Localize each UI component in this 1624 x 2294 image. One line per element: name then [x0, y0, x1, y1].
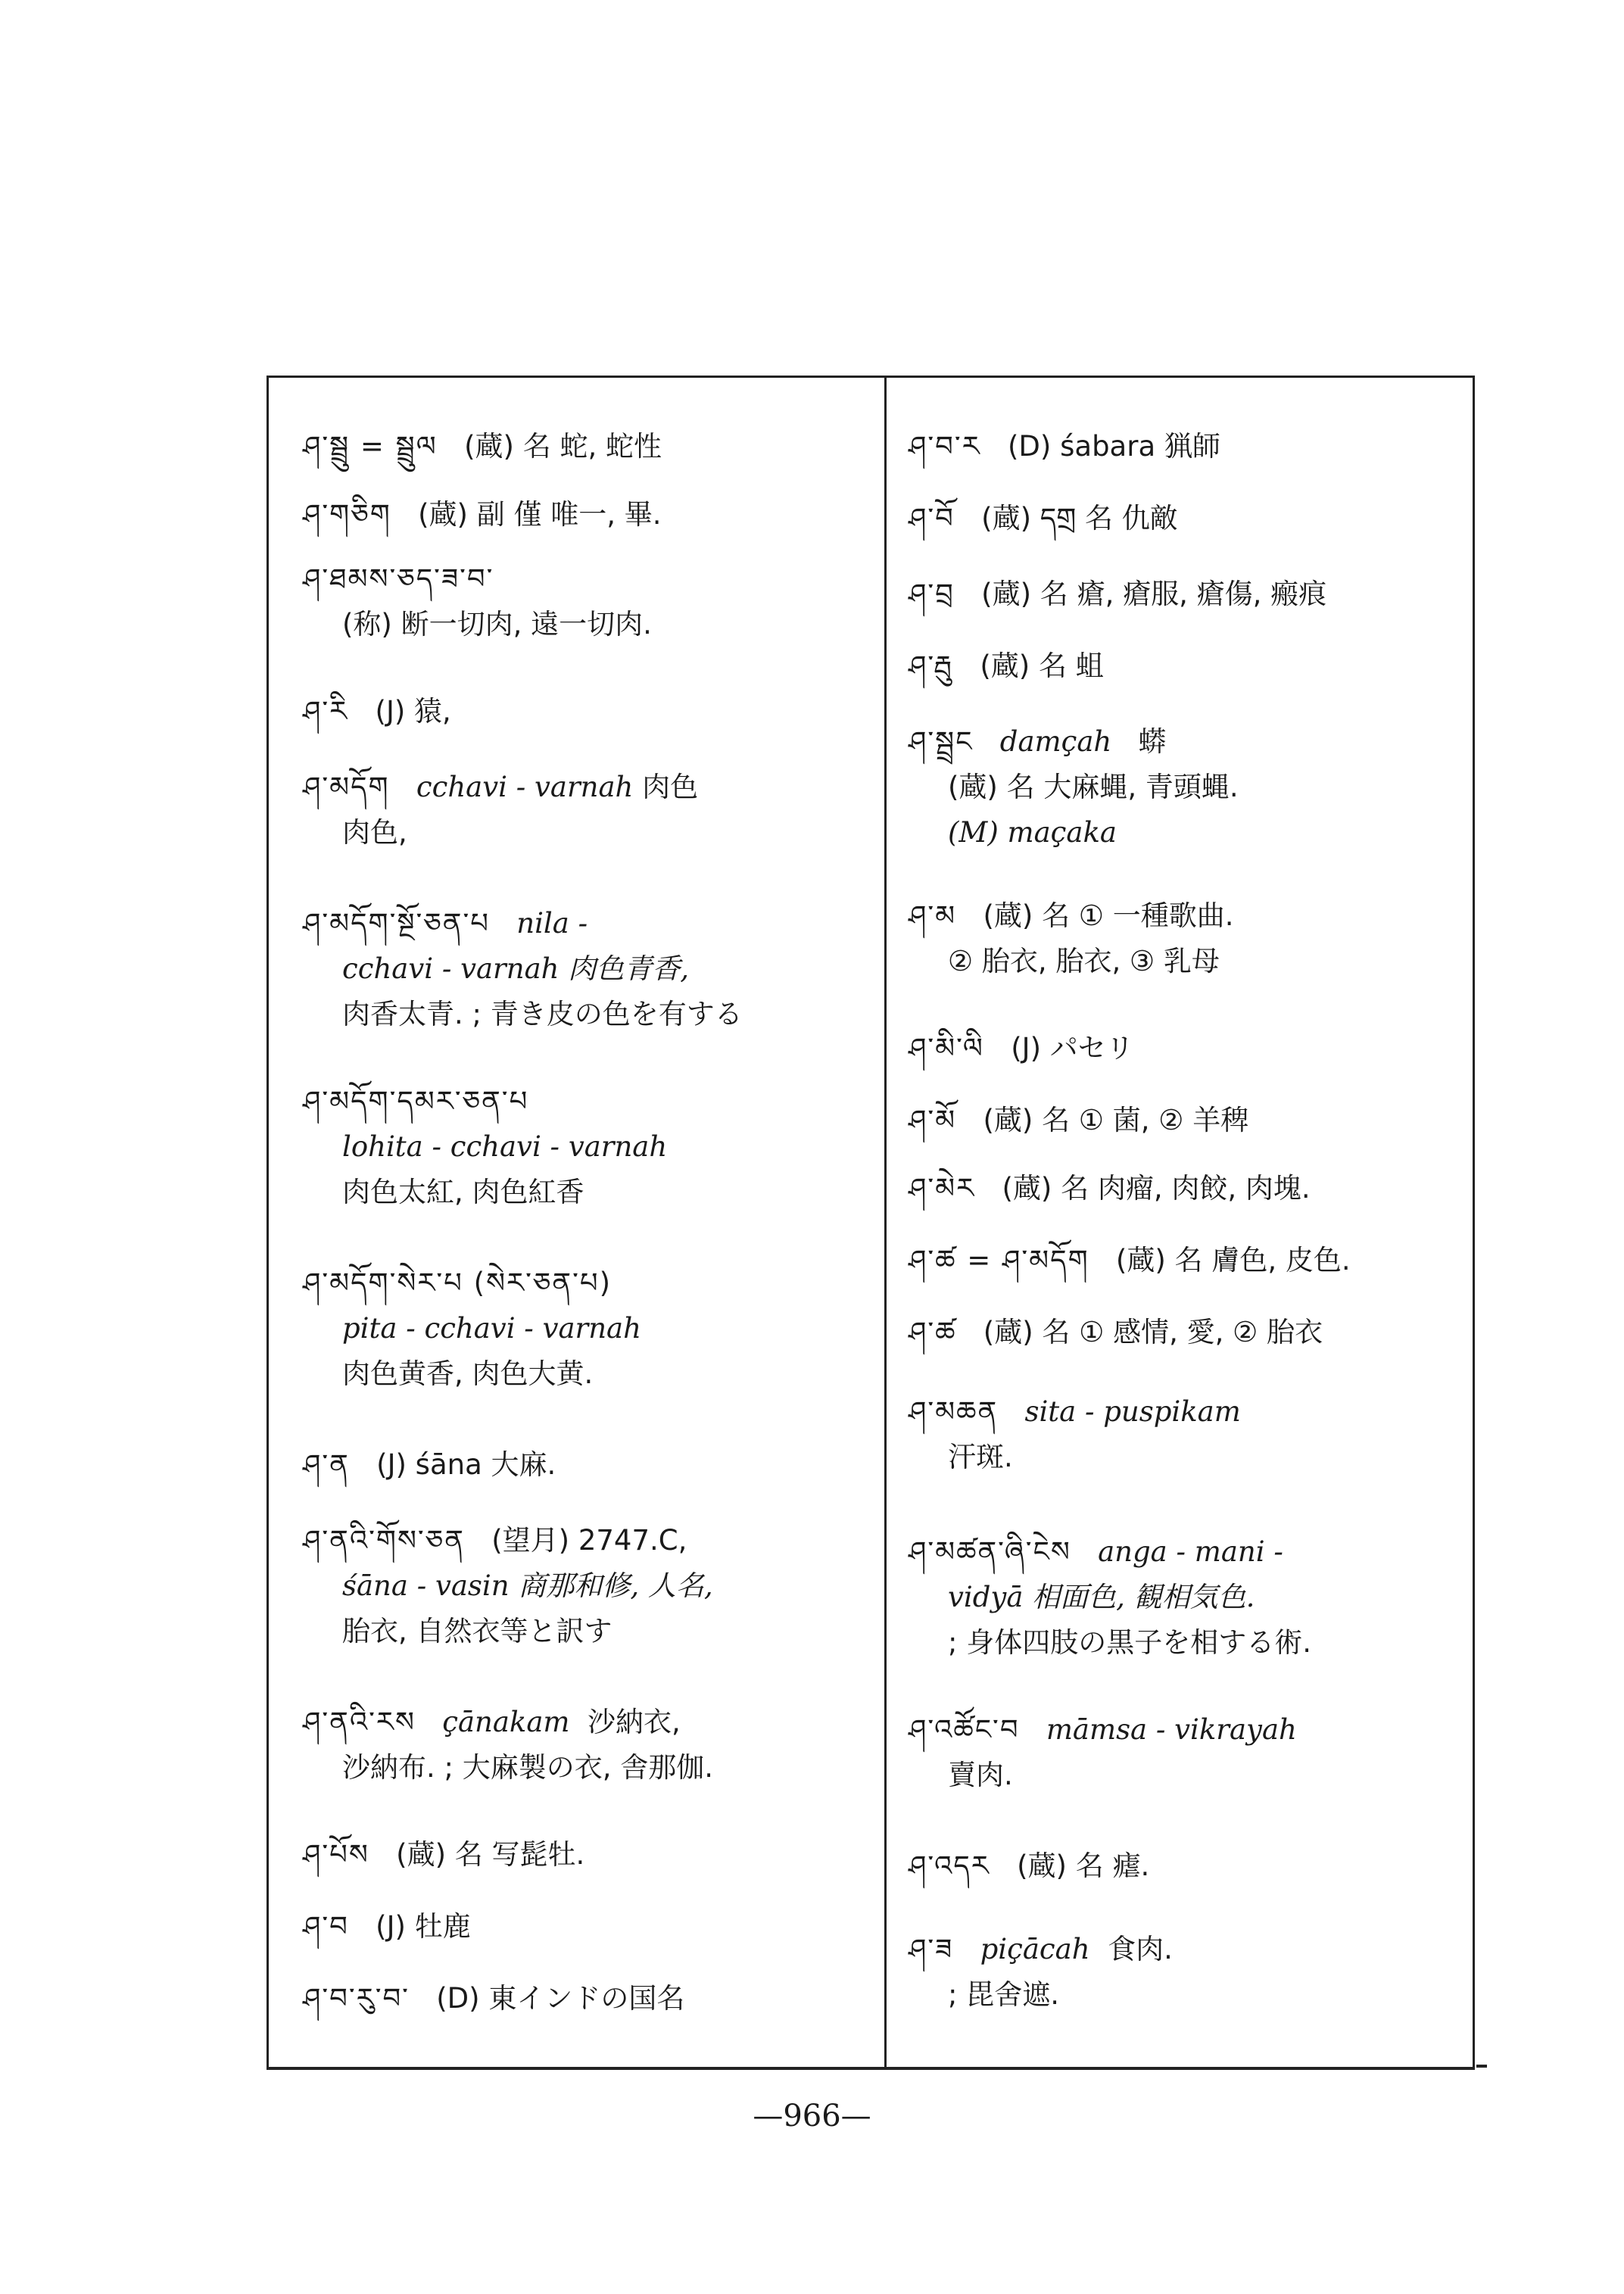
entry-gloss: 沙納衣, — [588, 1706, 681, 1738]
entry-gloss: (蔵) 名 ① 一種歌曲. — [983, 899, 1234, 932]
entry — [303, 1518, 878, 1654]
entry-continuation: 汗斑. — [948, 1441, 1013, 1473]
entry-sanskrit: anga - mani - — [1098, 1535, 1283, 1568]
entry-gloss: 蟒 — [1138, 725, 1167, 758]
entry — [909, 1529, 1469, 1666]
entry-gloss: (蔵) 名 蛇, 蛇性 — [464, 430, 662, 463]
entry-head: ཤ་མེར — [909, 1172, 976, 1205]
entry-gloss: (D) 東インドの国名 — [436, 1982, 685, 2015]
entry-continuation: vidyā 相面色, 観相気色. — [948, 1581, 1255, 1613]
entry — [303, 901, 878, 1037]
entry-sanskrit: damçah — [999, 725, 1112, 758]
entry-gloss: (蔵) 名 蛆 — [980, 650, 1104, 682]
entry — [303, 1261, 878, 1397]
entry — [303, 1442, 878, 1488]
entry-continuation: 肉色太紅, 肉色紅香 — [342, 1176, 584, 1208]
entry-gloss: (蔵) 名 ① 感情, 愛, ② 胎衣 — [983, 1316, 1323, 1348]
frame-corner-mark — [1476, 2065, 1487, 2068]
entry — [303, 424, 878, 469]
entry-head: ཤ་འཚོང་བ — [909, 1713, 1020, 1746]
entry-continuation: ; 毘舍遮. — [948, 1978, 1059, 2011]
entry-head: ཤ་མདོག་སྔོ་ཅན་པ — [303, 907, 490, 940]
entry-head: ཤ་བྲ — [909, 578, 955, 610]
entry-continuation: 賣肉. — [948, 1759, 1013, 1791]
entry-gloss: (蔵) 名 瘡, 瘡服, 瘡傷, 瘢痕 — [981, 578, 1327, 610]
entry-head: ཤ་མཚན་ཞི་ངེས — [909, 1535, 1071, 1568]
entry — [909, 1389, 1469, 1480]
entry — [909, 719, 1469, 856]
entry-continuation: (M) maçaka — [948, 816, 1117, 849]
entry-continuation: 沙納布. ; 大麻製の衣, 舎那伽. — [342, 1751, 714, 1784]
entry-head: ཤ་འདར — [909, 1850, 990, 1882]
entry-head: ཤ་བོ — [909, 502, 955, 535]
entry-head: ཤ་བ་རུ་བ་ — [303, 1982, 410, 2015]
entry — [303, 492, 878, 538]
entry-sanskrit: cchavi - varnah — [416, 771, 634, 803]
entry — [909, 644, 1469, 689]
entry-head: ཤ་ཚ — [909, 1316, 957, 1348]
entry-gloss: (蔵) 名 肉瘤, 肉餃, 肉塊. — [1002, 1172, 1311, 1205]
entry-head: ཤ་མ — [909, 899, 957, 932]
entry-head: ཤ་གཅིག — [303, 498, 391, 531]
page-number: —966— — [753, 2099, 871, 2133]
entry — [909, 572, 1469, 617]
entry — [909, 1310, 1469, 1355]
entry-sanskrit: çānakam — [442, 1706, 570, 1738]
entry-head: ཤ་སྦྲུ = སྦྲུལ — [303, 430, 438, 463]
entry-continuation: 胎衣, 自然衣等と訳す — [342, 1615, 613, 1647]
entry-gloss: (蔵) 名 瘧. — [1017, 1850, 1150, 1882]
entry-gloss: (望月) 2747.C, — [491, 1524, 687, 1557]
entry — [303, 1832, 878, 1878]
entry-gloss: (蔵) 名 ① 菌, ② 羊稗 — [983, 1104, 1249, 1136]
entry-gloss: (蔵) 副 僅 唯一, 畢. — [418, 498, 662, 531]
entry — [909, 893, 1469, 984]
entry — [909, 1927, 1469, 2018]
entry-head: ཤ་མི་ལི — [909, 1032, 984, 1064]
entry-sanskrit: piçācah — [980, 1933, 1090, 1965]
entry-head: ཤ་ཟ — [909, 1933, 954, 1965]
entry — [909, 1844, 1469, 1889]
entry-continuation: śāna - vasin 商那和修, 人名, — [342, 1569, 713, 1602]
entry-head: ཤ་པོས — [303, 1838, 369, 1871]
entry-sanskrit: nila - — [516, 907, 588, 940]
entry-head: ཤ་མདོག — [303, 771, 390, 803]
entry-gloss: (D) śabara 猟師 — [1008, 430, 1220, 463]
entry — [303, 556, 878, 647]
entry — [303, 1079, 878, 1215]
entry-head: ཤ་མདོག་སེར་པ (སེར་ཅན་པ) — [303, 1267, 613, 1299]
entry — [909, 1166, 1469, 1211]
entry-head: ཤ་མཆན — [909, 1395, 999, 1428]
entry-continuation: cchavi - varnah 肉色青香, — [342, 952, 689, 985]
entry-gloss: (J) 牡鹿 — [376, 1910, 471, 1943]
entry-gloss: (J) 猿, — [375, 695, 451, 728]
entry-head: ཤ་སྦྲང — [909, 725, 974, 758]
entry-head: ཤ་ནའི་རས — [303, 1706, 416, 1738]
entry-gloss: (蔵) 名 膚色, 皮色. — [1115, 1244, 1351, 1276]
entry-gloss: 肉色 — [642, 771, 699, 803]
column-divider — [884, 376, 887, 2070]
entry-continuation: pita - cchavi - varnah — [342, 1312, 641, 1345]
entry-head: ཤ་རི — [303, 695, 349, 728]
entry-head: ཤ་ན — [303, 1448, 350, 1481]
entry — [909, 1238, 1469, 1283]
entry — [909, 1026, 1469, 1071]
entry-continuation: (蔵) 名 大麻蝿, 青頭蝿. — [948, 771, 1239, 803]
entry-head: ཤ་རྦུ — [909, 650, 954, 682]
entry-sanskrit: māmsa - vikrayah — [1046, 1713, 1297, 1746]
entry-continuation: 肉香太青. ; 青き皮の色を有する — [342, 998, 743, 1030]
entry — [909, 1707, 1469, 1798]
entry-continuation: lohita - cchavi - varnah — [342, 1130, 668, 1163]
entry-continuation: ② 胎衣, 胎衣, ③ 乳母 — [948, 945, 1220, 977]
entry-head: ཤ་ཚ = ཤ་མདོག — [909, 1244, 1089, 1276]
entry-sanskrit: sita - puspikam — [1024, 1395, 1241, 1428]
entry — [909, 424, 1469, 469]
entry — [303, 1700, 878, 1791]
entry-head: ཤ་བ — [303, 1910, 349, 1943]
entry — [909, 496, 1469, 541]
entry — [303, 689, 878, 734]
entry-gloss: (蔵) དགྲ 名 仇敵 — [981, 502, 1178, 535]
entry — [909, 1098, 1469, 1143]
entry-continuation: 肉色黄香, 肉色大黄. — [342, 1357, 594, 1390]
entry — [303, 1904, 878, 1950]
entry-head: ཤ་ཐམས་ཅད་ཟ་བ་ — [303, 563, 494, 595]
entry-gloss: (蔵) 名 写髭牡. — [396, 1838, 585, 1871]
entry-continuation: (称) 断一切肉, 遠一切肉. — [342, 608, 652, 641]
entry-head: ཤ་ནའི་གོས་ཅན — [303, 1524, 465, 1557]
entry — [303, 765, 878, 856]
entry-continuation: 肉色, — [342, 816, 407, 849]
entry-head: ཤ་བ་ར — [909, 430, 981, 463]
entry-head: ཤ་མདོག་དམར་ཅན་པ — [303, 1085, 529, 1117]
entry — [303, 1976, 878, 2021]
entry-head: ཤ་མོ — [909, 1104, 957, 1136]
entry-gloss: (J) śāna 大麻. — [376, 1448, 556, 1481]
entry-continuation: ; 身体四肢の黒子を相する術. — [948, 1626, 1311, 1659]
entry-gloss: (J) パセリ — [1011, 1032, 1134, 1064]
entry-gloss: 食肉. — [1108, 1933, 1173, 1965]
